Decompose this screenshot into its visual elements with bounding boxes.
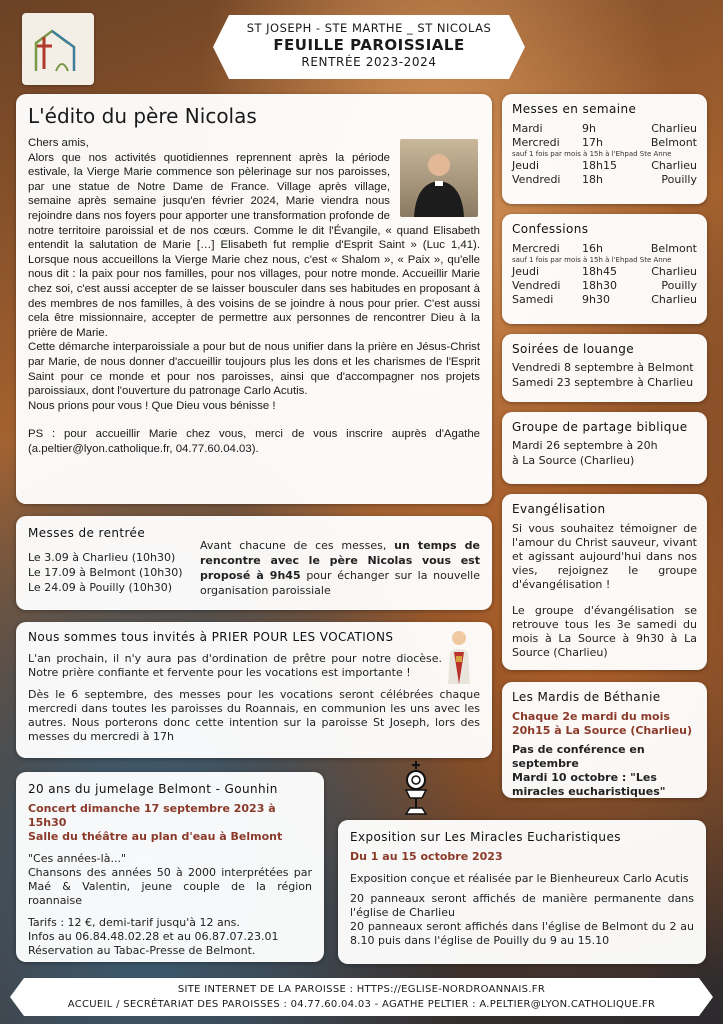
schedule-row: Jeudi 18h45 Charlieu [512,265,697,278]
jumelage-subtitle-1: Concert dimanche 17 septembre 2023 à 15h30 [28,802,276,829]
vocations-paragraph-2: Dès le 6 septembre, des messes pour les vocations seront célébrées chaque mercredi dans toutes les paroisses du Roannais, en communion les uns avec les autres. Nous porterons donc cette intention sur la paroisse St Joseph, lors des messes du mercredi à 17h [28,688,480,743]
rentree-card [16,516,492,610]
schedule-row: Samedi 9h30 Charlieu [512,293,697,306]
jumelage-paragraph-4: Infos au 06.84.48.02.28 et au 06.87.07.23.01 [28,930,279,943]
jumelage-subtitle-2: Salle du théâtre au plan d'eau à Belmont [28,830,283,843]
jumelage-paragraph-2: Chansons des années 50 à 2000 interprétées par Maé & Valentin, jeune couple de la région roannaise [28,866,312,907]
bethanie-line-1: Pas de conférence en septembre [512,743,645,770]
edito-greeting: Chers amis, [28,137,89,149]
louange-card [502,334,707,402]
messes-semaine-title: Messes en semaine [512,102,637,116]
rentree-item: Le 17.09 à Belmont (10h30) [28,566,183,579]
jumelage-title: 20 ans du jumelage Belmont - Gounhin [28,782,278,796]
messes-semaine-card [502,94,707,204]
evangelisation-paragraph-2: Le groupe d'évangélisation se retrouve tous les 3e samedi du mois à La Source à 9h30 à La Source (Charlieu) [512,604,697,659]
vocations-card [16,622,492,758]
vocations-title: Nous sommes tous invités à PRIER POUR LES VOCATIONS [28,630,394,644]
schedule-row: Mercredi 17h Belmont [512,136,697,149]
header-banner [213,15,525,79]
footer-banner [10,978,713,1016]
parish-logo-icon [22,13,94,85]
schedule-row: Vendredi 18h Pouilly [512,173,697,186]
biblique-title: Groupe de partage biblique [512,420,688,434]
louange-title: Soirées de louange [512,342,635,356]
footer-contact: ACCUEIL / SECRÉTARIAT DES PAROISSES : 04.77.60.04.03 - AGATHE PELTIER : A.PELTIER@LYON.CATHOLIQUE.FR [67,999,656,1010]
exposition-title: Exposition sur Les Miracles Eucharistiques [350,830,621,844]
edito-title: L'édito du père Nicolas [28,104,257,128]
biblique-line-1: Mardi 26 septembre à 20h [512,439,658,452]
biblique-line-2: à La Source (Charlieu) [512,454,635,467]
evangelisation-card [502,494,707,670]
jumelage-paragraph-1: "Ces années-là..." [28,852,127,865]
schedule-row: Mercredi 16h Belmont [512,242,697,255]
exposition-card [338,820,706,964]
jumelage-card [16,772,324,962]
schedule-row: Jeudi 18h15 Charlieu [512,159,697,172]
biblique-card [502,412,707,484]
evangelisation-paragraph-1: Si vous souhaitez témoigner de l'amour du Christ sauveur, vivant et agissant aujourd'hui dans nos vies, rejoignez le groupe d'évangélisation ! [512,522,697,591]
rentree-item: Le 3.09 à Charlieu (10h30) [28,551,176,564]
louange-line-1: Vendredi 8 septembre à Belmont [512,361,694,374]
bethanie-card [502,682,707,798]
exposition-paragraph-2: 20 panneaux seront affichés de manière permanente dans l'église de Charlieu [350,892,694,919]
bethanie-line-2: Mardi 10 octobre : "Les miracles eucharistiques" [512,771,666,798]
priest-photo-icon [400,139,478,217]
priest-figure-icon [442,628,476,684]
header-title: FEUILLE PAROISSIALE [273,36,465,54]
exposition-paragraph-3: 20 panneaux seront affichés dans l'église de Belmont du 2 au 8.10 puis dans l'église de Pouilly du 9 au 15.10 [350,920,694,947]
schedule-note: sauf 1 fois par mois à 15h à l'Ehpad Ste Anne [512,150,672,158]
louange-line-2: Samedi 23 septembre à Charlieu [512,376,694,389]
bethanie-subtitle-1: Chaque 2e mardi du mois [512,710,670,723]
header-parishes: ST JOSEPH - STE MARTHE _ ST NICOLAS [246,21,492,35]
exposition-paragraph-1: Exposition conçue et réalisée par le Bienheureux Carlo Acutis [350,872,689,885]
footer-website: SITE INTERNET DE LA PAROISSE : HTTPS://EGLISE-NORDROANNAIS.FR [177,984,546,995]
edito-paragraph-1: Alors que nos activités quotidiennes reprennent après la période estivale, la Vierge Marie commence son pèlerinage sur nos paroisses, par une statue de Notre Dame de France. Village après village, semaine après semaine jusqu'en février 2024, Marie viendra nous rejoindre dans nos foyers pour apporter une transformation profonde de notre territoire paroissial et de nos cœurs. Comme le dit l'Évangile, « quand Elisabeth entendit la salutation de Marie […] Elisabeth fut remplie d'Esprit Saint » (Luc 1,41). Lorsque nous accueillons la Vierge Marie chez nous, c'est « Shalom », « Paix », qu'elle nous dit : la paix pour nos familles, pour nos villages, pour notre monde. Accueillir Marie chez soi, c'est aussi accepter de se laisser bousculer dans ses habitudes en proposant à des membres de nos familles, à des voisins de se joindre à nous pour prier. C'est aussi cela être missionnaire, accepter de permettre aux personnes de rencontrer Dieu à la prière de Marie. [28,151,480,339]
monstrance-icon [398,760,434,816]
edito-paragraph-3: Nous prions pour vous ! Que Dieu vous bénisse ! [28,399,276,412]
confessions-table [512,242,697,307]
confessions-title: Confessions [512,222,589,236]
jumelage-paragraph-3: Tarifs : 12 €, demi-tarif jusqu'à 12 ans. [28,916,240,929]
messes-semaine-table [512,122,697,187]
rentree-title: Messes de rentrée [28,526,146,540]
header-subtitle: RENTRÉE 2023-2024 [301,55,437,69]
rentree-item: Le 24.09 à Pouilly (10h30) [28,581,173,594]
edito-card [16,94,492,504]
jumelage-paragraph-5: Réservation au Tabac-Presse de Belmont. [28,944,256,957]
schedule-note: sauf 1 fois par mois à 15h à l'Ehpad Ste Anne [512,256,672,264]
bethanie-title: Les Mardis de Béthanie [512,690,661,704]
edito-ps: PS : pour accueillir Marie chez vous, merci de vous inscrire auprès d'Agathe (a.peltier@lyon.catholique.fr, 04.77.60.04.03). [28,428,480,455]
confessions-card [502,214,707,324]
rentree-text: Avant chacune de ces messes, un temps de rencontre avec le père Nicolas vous est proposé à 9h45 pour échanger sur la nouvelle organisation paroissiale [200,539,480,597]
bethanie-subtitle-2: 20h15 à La Source (Charlieu) [512,724,692,737]
edito-paragraph-2: Cette démarche interparoissiale a pour but de nous unifier dans la prière en Jésus-Christ par Marie, de nous donner d'accueillir toujours plus les dons et les charismes de l'Esprit Saint pour ce monde et pour nos paroisses, ainsi que d'accompagner nos projets paroissiaux, dont l'ouverture du patronage Carlo Acutis. [28,341,480,398]
exposition-subtitle: Du 1 au 15 octobre 2023 [350,850,503,863]
schedule-row: Vendredi 18h30 Pouilly [512,279,697,292]
vocations-paragraph-1: L'an prochain, il n'y aura pas d'ordination de prêtre pour notre diocèse. Notre prière confiante et fervente pour les vocations est importante ! [28,652,442,679]
evangelisation-title: Evangélisation [512,502,606,516]
schedule-row: Mardi 9h Charlieu [512,122,697,135]
